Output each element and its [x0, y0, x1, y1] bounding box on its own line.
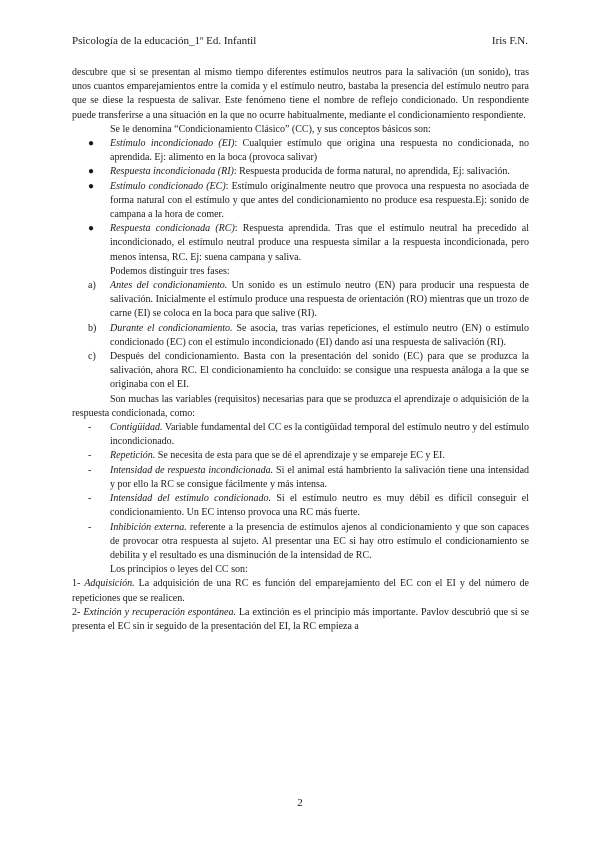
principle-paragraph [72, 577, 529, 605]
phase-term: Durante el condicionamiento. [110, 322, 233, 334]
list-item [72, 322, 529, 350]
variable-text: Si el animal está hambriento la salivación tiene una intensidad y por ello la RC se consigue fácilmente y más intensa. [110, 464, 530, 490]
variable-text: referente a la presencia de estímulos ajenos al condicionamiento y que son capaces de provocar otra respuesta al sujeto. Al presentar una EC si hay otro estímulo el condicionamiento se debilita y el resultado es una disminución de la intensidad de RC. [110, 521, 530, 561]
phases-list [72, 279, 529, 393]
concept-term: Estímulo condicionado (EC) [110, 180, 226, 192]
concept-text: : Estímulo originalmente neutro que provoca una respuesta no asociada de forma natural con el estímulo y que antes del condicionamiento no produce esa respuesta.Ej: sonido de campana a la hora de comer. [110, 180, 529, 221]
concept-text: : Respuesta aprendida. Tras que el estímulo neutral ha precedido al incondicionado, el estímulo neutral produce una respuesta similar a la respuesta incondicionada, pero menos intensa, RC. Ej: suena campana y saliva. [110, 223, 529, 263]
dash-icon: - [88, 464, 92, 476]
list-item [72, 279, 529, 322]
phase-text: Después del condicionamiento. Basta con la presentación del sonido (EC) para que se produzca la salivación, ahora RC. El condicionamiento ha concluido: se consigue una respuesta análoga a la que se originaba con el EI. [110, 351, 529, 391]
dash-icon: - [88, 450, 92, 462]
phase-text: Se asocia, tras varias repeticiones, el estímulo neutro (EN) o estímulo condicionado (EC) con el estímulo incondicionado (EI) dando así una respuesta de salivación (RI). [110, 322, 529, 348]
concept-term: Respuesta condicionada (RC) [110, 223, 235, 235]
bullet-icon: ● [88, 166, 95, 178]
phase-term: Antes del condicionamiento. [110, 280, 228, 292]
phase-marker: c) [88, 351, 96, 363]
list-item [72, 137, 529, 165]
phase-marker: a) [88, 280, 96, 292]
list-item [72, 180, 529, 223]
dash-icon: - [88, 422, 92, 434]
variable-text: Se necesita de esta para que se dé el aprendizaje y se empareje EC y EI. [155, 450, 445, 462]
list-item [72, 492, 529, 520]
principle-paragraph [72, 606, 529, 634]
list-item [72, 350, 529, 393]
phases-intro: Podemos distinguir tres fases: [110, 265, 230, 277]
concept-text: : Respuesta producida de forma natural, no aprendida, Ej: salivación. [233, 166, 510, 178]
variable-term: Inhibición externa. [110, 521, 187, 533]
variable-term: Intensidad de respuesta incondicionada. [110, 464, 274, 476]
principle-text: La extinción es el principio más importante. Pavlov descubrió que si se presenta el EC sin ir seguido de la presentación del EI, la RC empieza a [72, 606, 530, 632]
bullet-icon: ● [88, 138, 95, 150]
concept-text: : Cualquier estímulo que origina una respuesta no condicionada, no aprendida. Ej: alimento en la boca (provoca salivar) [110, 138, 530, 164]
cc-intro-paragraph: Se le denomina “Condicionamiento Clásico” (CC), y sus conceptos básicos son: [110, 123, 431, 135]
concept-term: Estímulo incondicionado (EI) [110, 138, 235, 150]
concept-term: Respuesta incondicionada (RI) [110, 166, 234, 178]
list-item [72, 449, 529, 463]
variable-text: Si el estímulo neutro es muy débil es difícil conseguir el condicionamiento. Un EC intenso provoca una RC más fuerte. [110, 493, 529, 519]
phase-text: Un sonido es un estímulo neutro (EN) para producir una respuesta de salivación. Inicialmente el estímulo produce una respuesta de orientación (RO) mientras que un trozo de carne (EI) se coloca en la boca para que salive (RI). [110, 280, 529, 320]
list-item [72, 421, 529, 449]
intro-paragraph: descubre que si se presentan al mismo tiempo diferentes estímulos neutros para la salivación (un sonido), tras unos cuantos emparejamientos entre la comida y el estímulo neutro, bastaba la presencia del estímulo neutro para que se diese la respuesta de salivar. Este fenómeno tiene el nombre de reflejo condicionado. Un respondiente puede transferirse a una situación en la que no ocurre habitualmente, mediante el condicionamiento respondiente. [72, 67, 529, 121]
list-item [72, 165, 529, 179]
list-item [72, 521, 529, 564]
bullet-icon: ● [88, 180, 95, 192]
variable-term: Intensidad del estímulo condicionado. [110, 493, 272, 505]
variables-list [72, 421, 529, 563]
principle-marker: 1- [72, 578, 81, 590]
principle-text: La adquisición de una RC es función del emparejamiento del EC con el EI y del número de repeticiones que se realicen. [72, 578, 529, 604]
list-item [72, 464, 529, 492]
principle-term: Extinción y recuperación espontánea. [83, 606, 236, 618]
page-body [72, 66, 529, 634]
list-item [72, 222, 529, 265]
variables-intro: Son muchas las variables (requisitos) necesarias para que se produzca el aprendizaje o adquisición de la respuesta condicionada, como: [72, 393, 529, 419]
principle-marker: 2- [72, 606, 81, 618]
bullet-icon: ● [88, 223, 95, 235]
header-course-title: Psicología de la educación_1º Ed. Infantil [72, 35, 257, 47]
concepts-list [72, 137, 529, 265]
variable-term: Contigüidad. [110, 422, 163, 434]
phase-marker: b) [88, 322, 97, 334]
principles-intro: Los principios o leyes del CC son: [110, 564, 248, 576]
dash-icon: - [88, 493, 92, 505]
page-number: 2 [297, 797, 303, 809]
principle-term: Adquisición. [84, 578, 135, 590]
variable-term: Repetición. [110, 450, 156, 462]
dash-icon: - [88, 521, 92, 533]
header-author: Iris F.N. [491, 35, 528, 47]
variable-text: Variable fundamental del CC es la contigüidad temporal del estímulo neutro y del estímulo incondicionado. [110, 422, 529, 448]
